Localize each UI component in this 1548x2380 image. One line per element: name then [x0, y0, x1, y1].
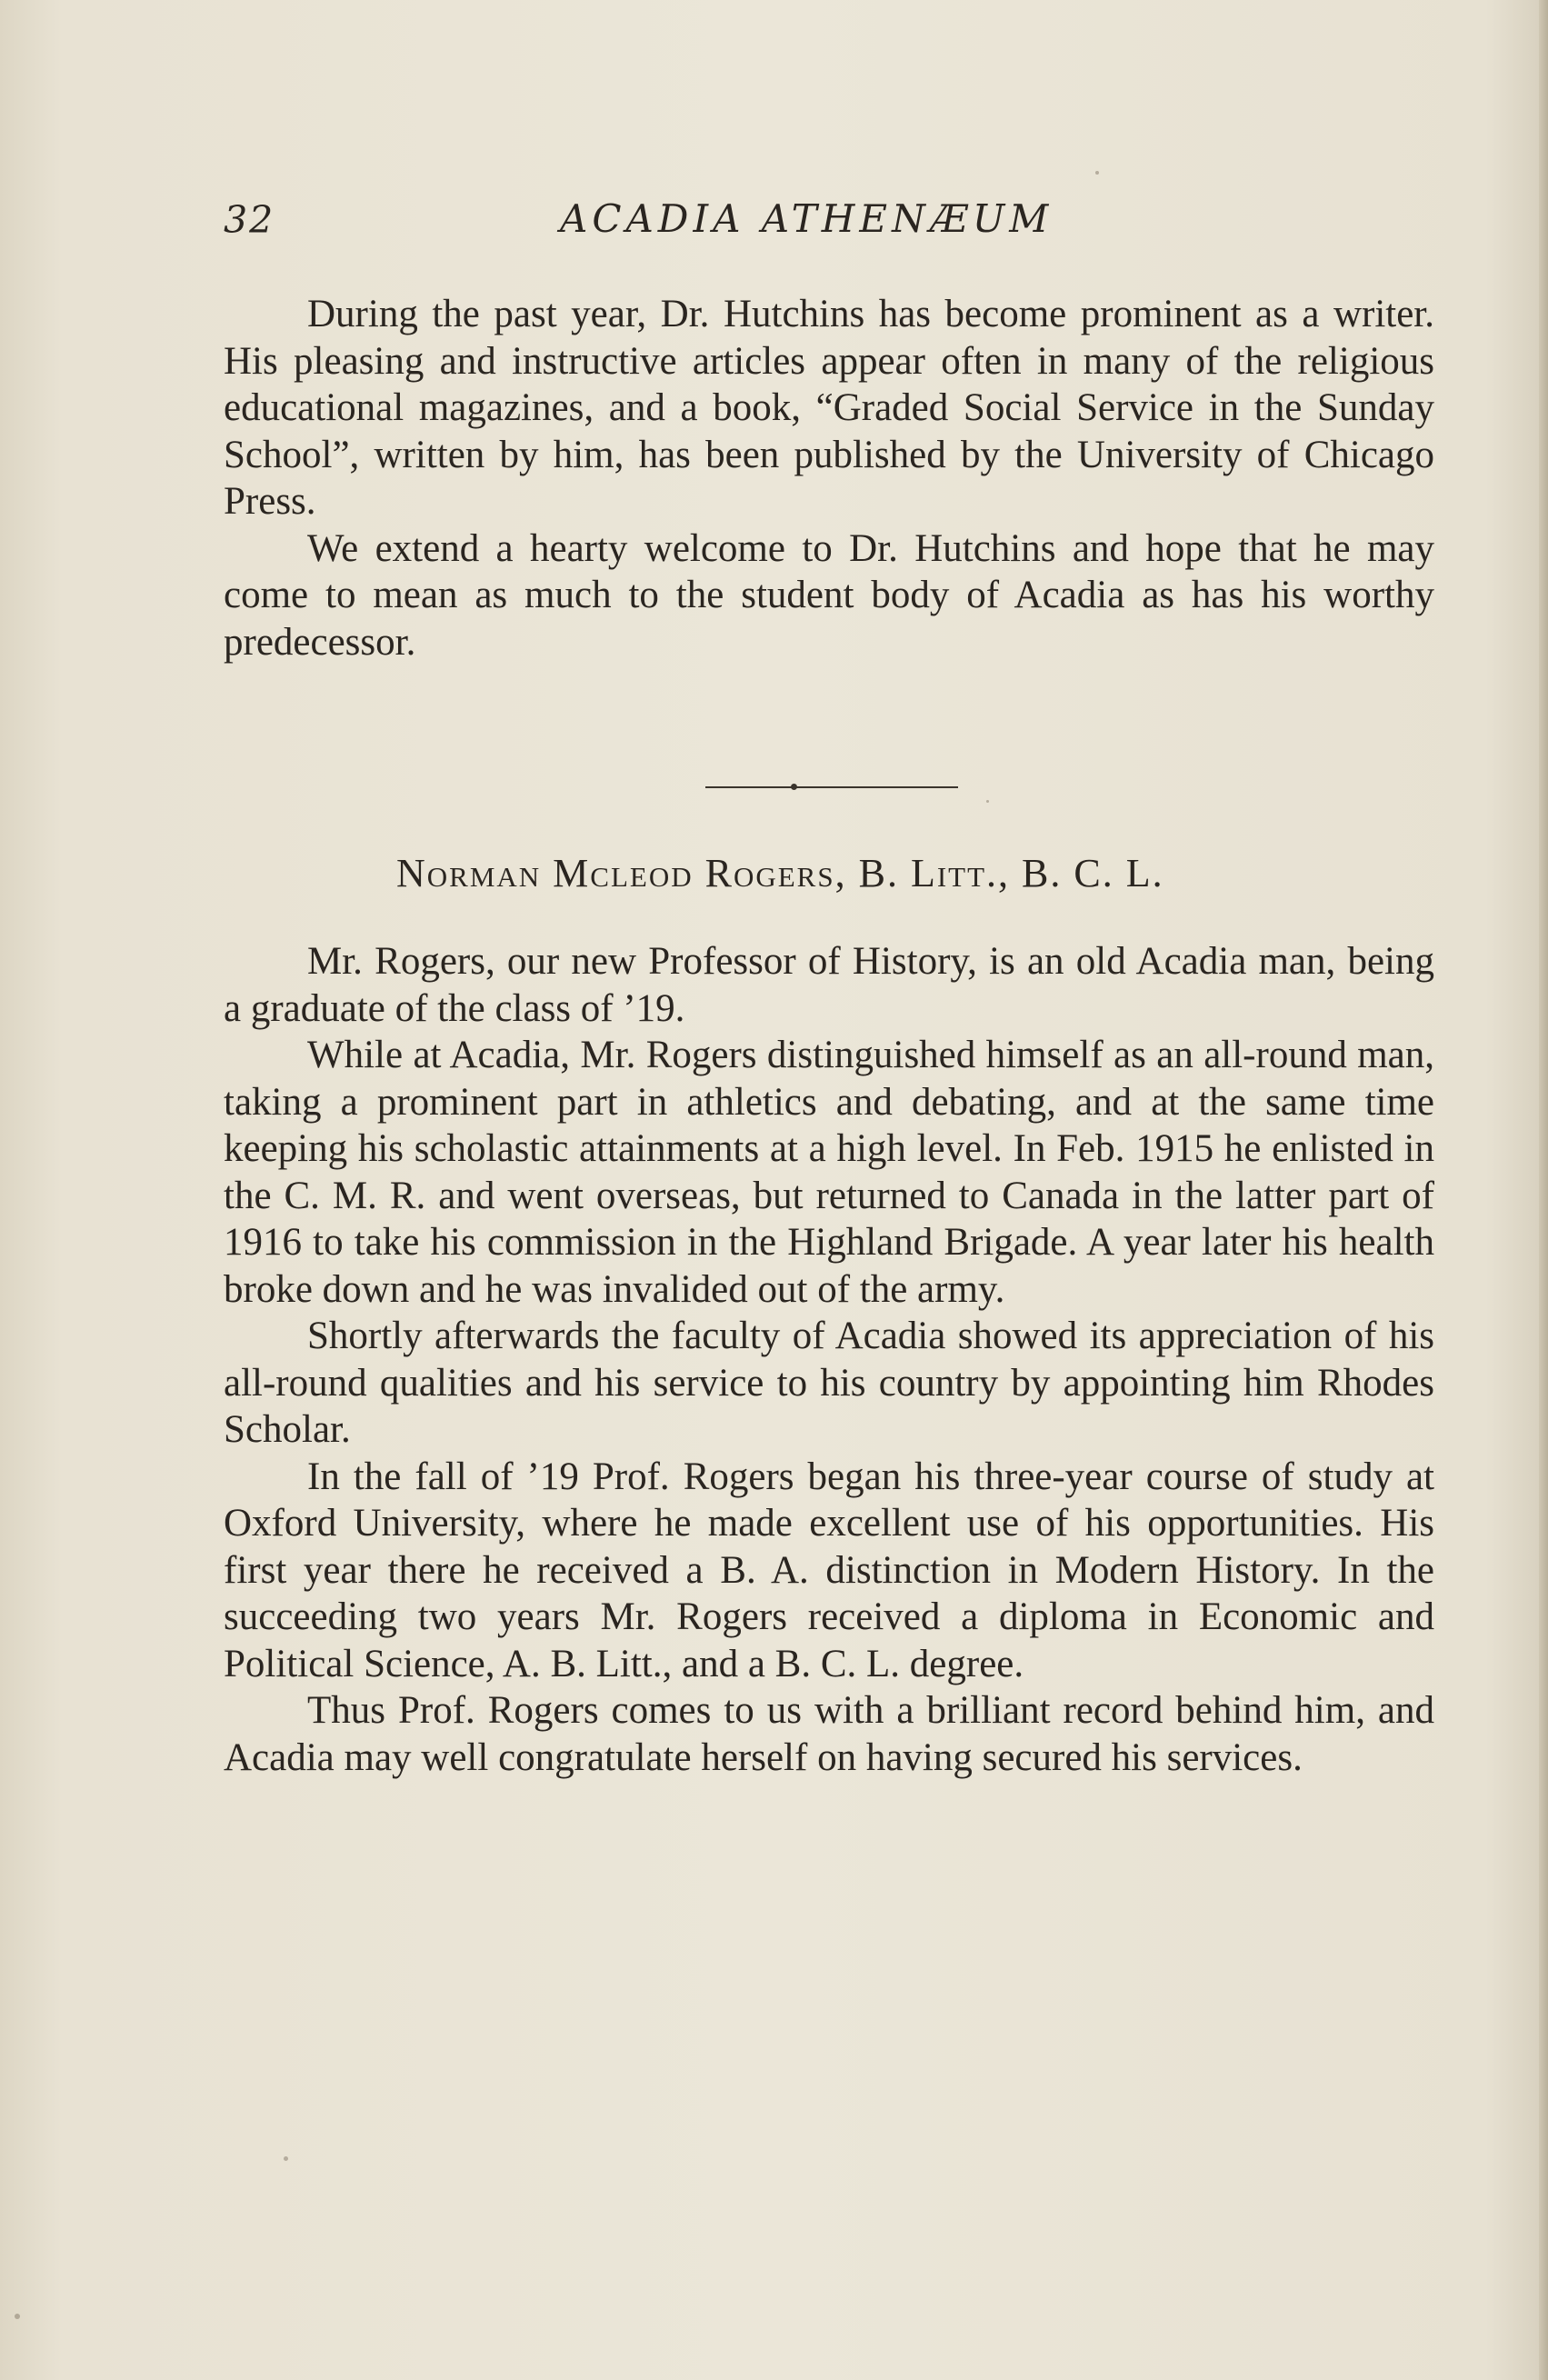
hutchins-article	[224, 291, 1434, 665]
section-divider-ornament	[791, 784, 797, 790]
section-divider	[705, 786, 958, 788]
paper-speck	[986, 800, 989, 803]
paragraph: While at Acadia, Mr. Rogers distinguished himself as an all-round man, taking a prominent part in athletics and debating, and at the same time keeping his scholastic attainments at a high level. In Feb. 1915 he enlisted in the C. M. R. and went overseas, but returned to Canada in the latter part of 1916 to take his commission in the Highland Brigade. A year later his health broke down and he was invalided out of the army.	[224, 1034, 1434, 1311]
paragraph: We extend a hearty welcome to Dr. Hutchins and hope that he may come to mean as much to the student body of Acadia as has his worthy predecessor.	[224, 526, 1434, 664]
running-title: ACADIA ATHENÆUM	[560, 196, 1054, 241]
page-number: 32	[224, 198, 275, 242]
page-edge-shadow	[1539, 0, 1548, 2380]
paragraph: Thus Prof. Rogers comes to us with a brilliant record behind him, and Acadia may well congratulate herself on having secured his services.	[224, 1689, 1434, 1779]
rogers-article	[224, 938, 1434, 1781]
paragraph: Shortly afterwards the faculty of Acadia showed its appreciation of his all-round qualities and his service to his country by appointing him Rhodes Scholar.	[224, 1315, 1434, 1451]
paper-speck	[1095, 171, 1099, 175]
paragraph: Mr. Rogers, our new Professor of History, is an old Acadia man, being a graduate of the class of ’19.	[224, 940, 1434, 1030]
section-heading: Norman Mcleod Rogers, B. Litt., B. C. L.	[396, 851, 1164, 895]
paper-speck	[284, 2156, 288, 2161]
running-header	[224, 193, 1433, 247]
paragraph: In the fall of ’19 Prof. Rogers began his three-year course of study at Oxford University, where he made excellent use of his opportunities. His first year there he received a B. A. distinction in Modern History. In the succeeding two years Mr. Rogers received a diploma in Economic and Political Science, A. B. Litt., and a B. C. L. degree.	[224, 1455, 1434, 1685]
paper-speck	[15, 2314, 20, 2319]
paragraph: During the past year, Dr. Hutchins has become prominent as a writer. His pleasing and instructive articles appear often in many of the religious educational magazines, and a book, “Graded Social Service in the Sunday School”, written by him, has been published by the University of Chicago Press.	[224, 293, 1434, 523]
